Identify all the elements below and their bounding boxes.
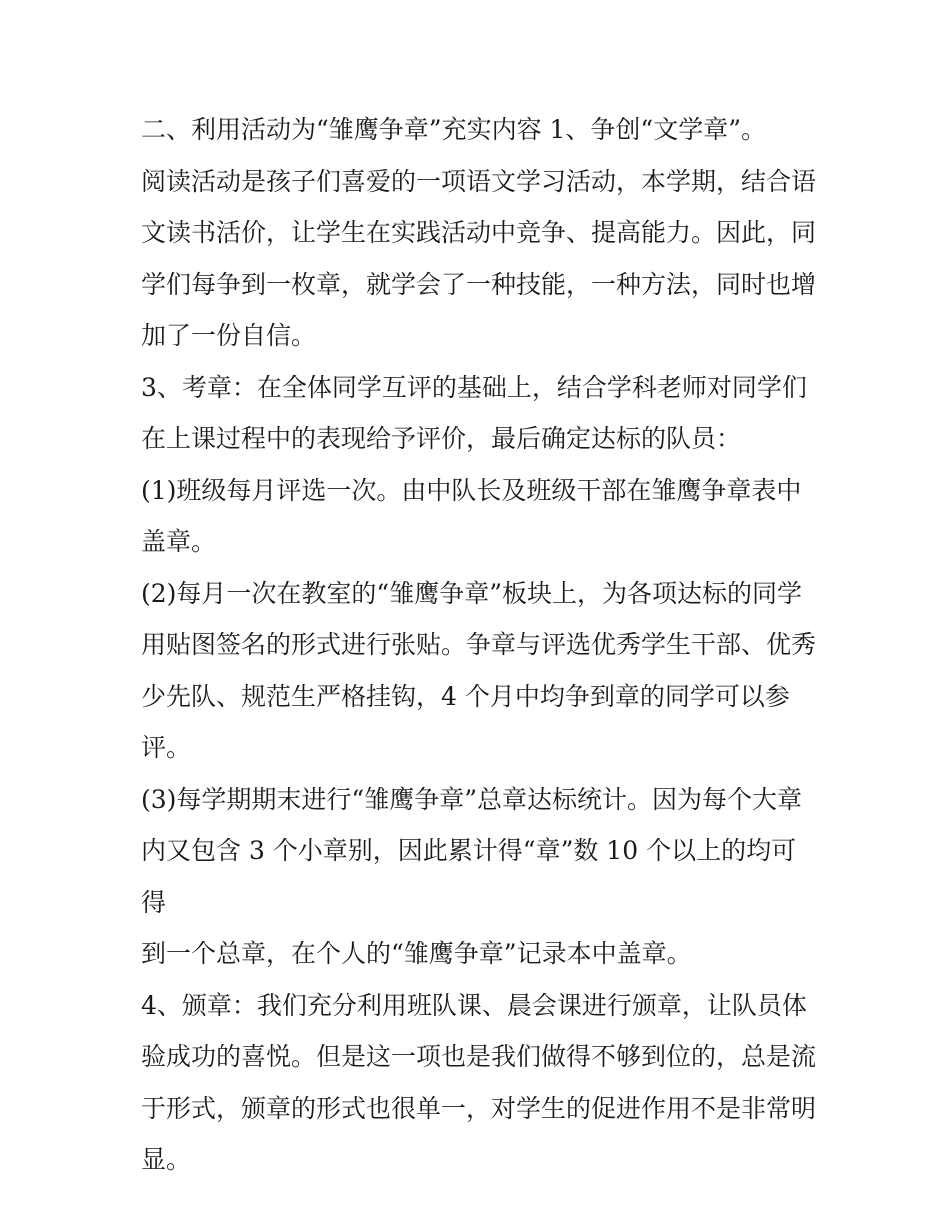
text-line: 文读书活价，让学生在实践活动中竞争、提高能力。因此，同 (141, 218, 817, 247)
text-line: (2)每月一次在教室的“雏鹰争章”板块上，为各项达标的同学 (141, 578, 802, 608)
section-heading-line: 二、利用活动为“雏鹰争章”充实内容 1、争创“文学章”。 (141, 115, 766, 144)
text-line: 用贴图签名的形式进行张贴。争章与评选优秀学生干部、优秀 (141, 630, 817, 659)
text-line: 验成功的喜悦。但是这一项也是我们做得不够到位的，总是流 (141, 1042, 817, 1071)
text-line: 阅读活动是孩子们喜爱的一项语文学习活动，本学期，结合语 (141, 166, 817, 196)
text-line: 少先队、规范生严格挂钩，4 个月中均争到章的同学可以参 (141, 681, 790, 711)
text-line: 到一个总章，在个人的“雏鹰争章”记录本中盖章。 (141, 939, 692, 968)
text-line: 于形式，颁章的形式也很单一，对学生的促进作用不是非常明 (141, 1093, 817, 1123)
text-line: 评。 (141, 733, 192, 762)
text-line: 在上课过程中的表现给予评价，最后确定达标的队员： (141, 424, 742, 453)
text-line: 加了一份自信。 (141, 321, 317, 350)
text-line: (1)班级每月评选一次。由中队长及班级干部在雏鹰争章表中 (141, 475, 802, 505)
text-line: 学们每争到一枚章，就学会了一种技能，一种方法，同时也增 (141, 269, 817, 299)
text-line: 内又包含 3 个小章别，因此累计得“章”数 10 个以上的均可得 (141, 836, 797, 917)
text-line: (3)每学期期末进行“雏鹰争章”总章达标统计。因为每个大章 (141, 784, 802, 814)
text-line: 盖章。 (141, 527, 217, 556)
document-body (141, 104, 821, 1186)
text-line: 显。 (141, 1145, 192, 1174)
text-line: 3、考章：在全体同学互评的基础上，结合学科老师对同学们 (141, 372, 807, 402)
text-line: 4、颁章：我们充分利用班队课、晨会课进行颁章，让队员体 (141, 990, 807, 1020)
